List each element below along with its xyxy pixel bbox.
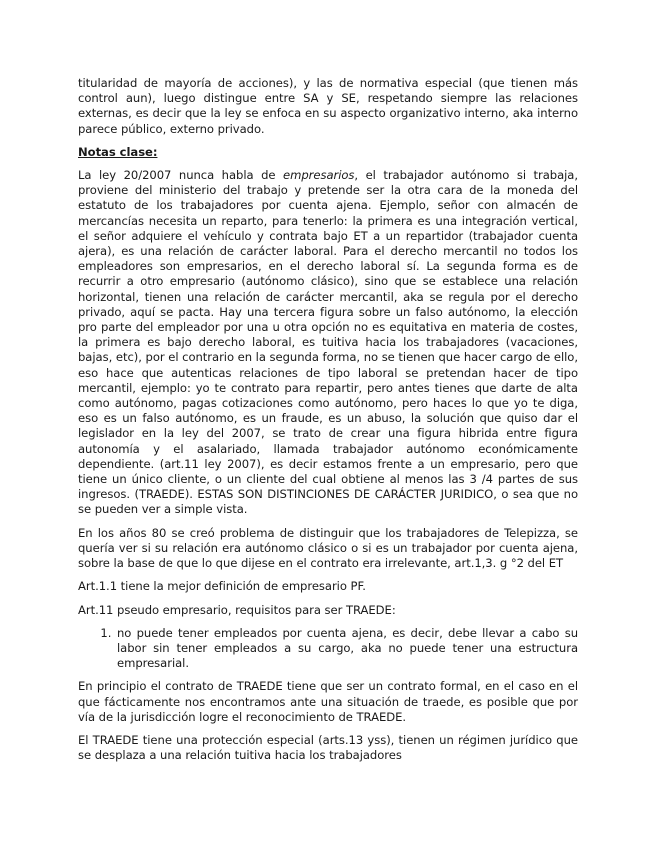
section-heading: Notas clase: [78, 144, 158, 159]
paragraph-ley-20-2007 [78, 168, 578, 518]
paragraph-art-1-1: Art.1.1 tiene la mejor definición de empresario PF. [78, 579, 366, 594]
paragraph-art-11: Art.11 pseudo empresario, requisitos para ser TRAEDE: [78, 602, 396, 617]
document-page [78, 76, 578, 771]
paragraph-text: , el trabajador autónomo si trabaja, proviene del ministerio del trabajo y pretende ser la otra cara de la moneda del estatuto de los trabajadores por cuenta ajena. Ejemplo, señor con almacén de mercancías necesita un reparto, para tenerlo: la primera es una integración vertical, el señor adquiere el vehículo y contrata bajo ET a un repartidor (trabajador cuenta ajera), es una relación de carácter laboral. Para el derecho mercantil no todos los empleadores son empresarios, en el derecho laboral sí. La segunda forma es de recurrir a otro empresario (autónomo clásico), sino que se establece una relación horizontal, tienen una relación de carácter mercantil, aka se regula por el derecho privado, aquí se pacta. Hay una tercera figura sobre un falso autónomo, la elección pro parte del empleador por una u otra opción no es equitativa en materia de costes, la primera es bajo derecho laboral, es tuitiva hacia los trabajadores (vacaciones, bajas, etc), por el contrario en la segunda forma, no se tienen que hacer cargo de ello, eso hace que autenticas relaciones de tipo laboral se pretendan hacer de tipo mercantil, ejemplo: yo te contrato para repartir, pero antes tienes que darte de alta como autónomo, pagas cotizaciones como autónomo, pero haces lo que yo te diga, eso es un falso autónomo, es un fraude, es un abuso, la solución que quiso dar el legislador en la ley del 2007, se trato de crear una figura hibrida entre figura autonomía y el asalariado, llamada trabajador autónomo económicamente dependiente. (art.11 ley 2007), es decir estamos frente a un empresario, pero que tiene un único cliente, o un cliente del cual obtiene al menos las 3 /4 partes de sus ingresos. (TRAEDE). ESTAS SON DISTINCIONES DE CARÁCTER JURIDICO, o sea que no se pueden ver a simple vista. [78, 168, 578, 517]
requirements-list [78, 626, 578, 672]
paragraph-text: La ley 20/2007 nunca habla de [78, 168, 284, 183]
paragraph-intro: titularidad de mayoría de acciones), y las de normativa especial (que tienen más control aun), luego distingue entre SA y SE, respetando siempre las relaciones externas, es decir que la ley se enfoca en su aspecto organizativo interno, aka interno parece público, externo privado. [78, 76, 578, 136]
italic-term: empresarios [283, 168, 355, 183]
paragraph-contrato-traede: En principio el contrato de TRAEDE tiene que ser un contrato formal, en el caso en el que fácticamente nos encontramos ante una situación de traede, es posible que por vía de la jurisdicción logre el reconocimiento de TRAEDE. [78, 679, 578, 724]
list-item: 1. no puede tener empleados por cuenta ajena, es decir, debe llevar a cabo su labor sin tener empleados a su cargo, aka no puede tener una estructura empresarial. [115, 626, 578, 672]
paragraph-telepizza: En los años 80 se creó problema de distinguir que los trabajadores de Telepizza, se quería ver si su relación era autónomo clásico o si es un trabajador por cuenta ajena, sobre la base de que lo que dijese en el contrato era irrelevante, art.1,3. g °2 del ET [78, 525, 578, 571]
paragraph-proteccion-traede: El TRAEDE tiene una protección especial (arts.13 yss), tienen un régimen jurídico que se desplaza a una relación tuitiva hacia los trabajadores [78, 732, 578, 763]
